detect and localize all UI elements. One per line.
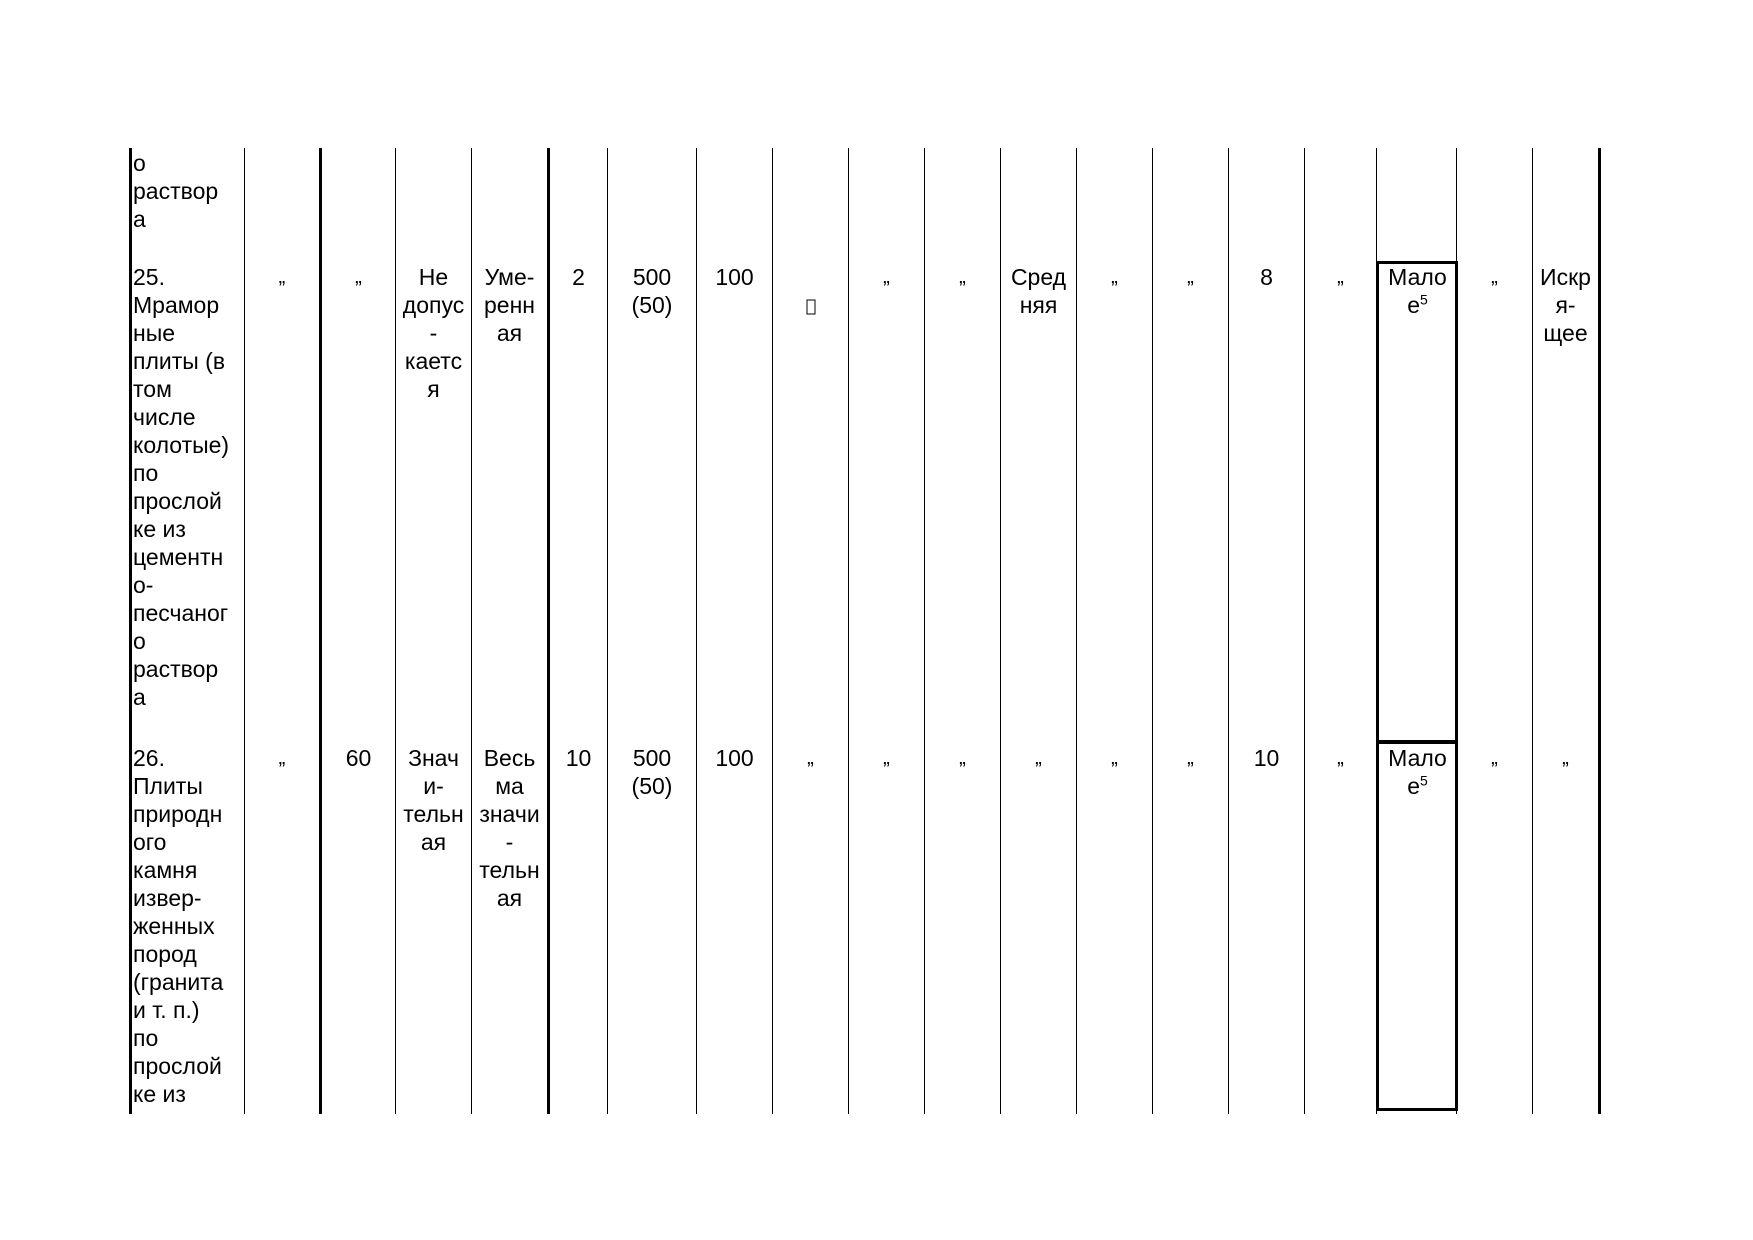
table-cell: Не допус - каетс я <box>402 264 465 402</box>
table-cell: 60 <box>345 745 372 771</box>
table-cell: 10 <box>565 745 592 771</box>
table-cell: 500 (50) <box>631 745 673 799</box>
table-cell-highlighted <box>1379 263 1456 319</box>
column-divider <box>1304 148 1305 1114</box>
table-cell: „ <box>1035 747 1042 769</box>
table-cell: Весь ма значи - тельн ая <box>479 745 540 911</box>
table-cell: 2 <box>572 264 585 290</box>
table-cell: „ <box>883 266 890 288</box>
table-cell: „ <box>1187 266 1194 288</box>
table-cell: Уме- ренн ая <box>484 264 535 346</box>
column-divider <box>1076 148 1077 1114</box>
table-cell: Искр я- щее <box>1540 264 1591 346</box>
table-cell: „ <box>959 266 966 288</box>
table-cell: „ <box>355 266 362 288</box>
missing-glyph-icon <box>773 263 848 319</box>
column-divider <box>319 148 322 1114</box>
table-cell: „ <box>883 747 890 769</box>
column-divider <box>848 148 849 1114</box>
footnote-marker: 5 <box>1420 772 1428 789</box>
table-cell: 100 <box>715 264 754 290</box>
table-cell: Сред няя <box>1010 264 1067 318</box>
column-divider <box>244 148 245 1114</box>
column-divider <box>547 148 550 1114</box>
highlight-box <box>1376 261 1458 743</box>
table-cell: Знач и- тельн ая <box>403 745 464 855</box>
table-cell: „ <box>1491 266 1498 288</box>
footnote-marker: 5 <box>1420 291 1428 308</box>
row-name: 26. Плиты природн ого камня извер- женных пород (гранита и т. п.) по прослой ке из <box>133 745 224 1107</box>
column-divider <box>924 148 925 1114</box>
row-name: 25. Мрамор ные плиты (в том числе колотые) по прослой ке из цементн о- песчаног о раствор а <box>133 264 230 710</box>
table-cell: „ <box>807 747 814 769</box>
column-divider <box>1152 148 1153 1114</box>
cell-text: Мало е <box>1388 264 1447 318</box>
table-cell-highlighted <box>1379 744 1456 800</box>
table-cell: „ <box>278 747 286 769</box>
table-cell: „ <box>1337 266 1344 288</box>
table-cell: 8 <box>1260 264 1273 290</box>
table-border-left <box>129 148 132 1114</box>
column-divider <box>696 148 697 1114</box>
column-divider <box>1228 148 1229 1114</box>
row-name: o раствор а <box>133 150 219 232</box>
table-cell: „ <box>959 747 966 769</box>
table-cell: „ <box>1337 747 1344 769</box>
table-cell: „ <box>1111 747 1118 769</box>
table-cell: „ <box>1491 747 1498 769</box>
cell-text: Мало е <box>1388 745 1447 799</box>
table-cell: 100 <box>715 745 754 771</box>
table-cell: „ <box>1187 747 1194 769</box>
table-cell: „ <box>278 266 286 288</box>
table-cell: „ <box>1111 266 1118 288</box>
table-border-right <box>1598 148 1601 1114</box>
table-cell: „ <box>1562 747 1569 769</box>
table-cell: 500 (50) <box>631 264 673 318</box>
table-cell: 10 <box>1253 745 1280 771</box>
